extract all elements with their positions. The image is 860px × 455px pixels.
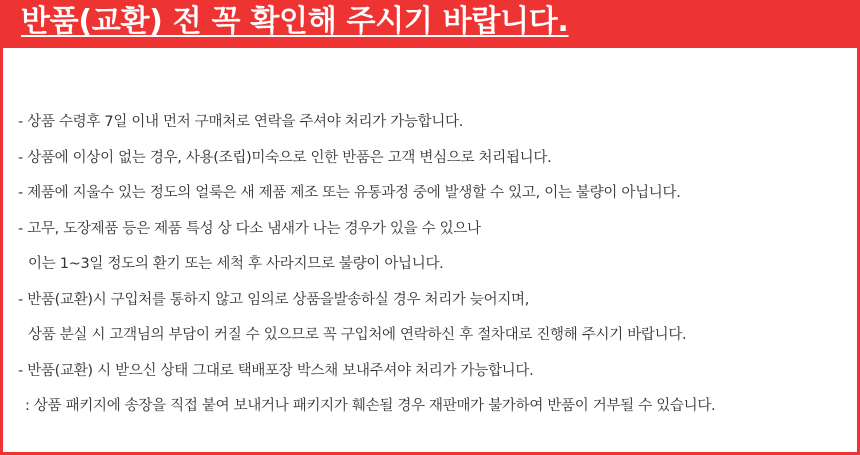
notice-line-stain-not-defect: - 제품에 지울수 있는 정도의 얼룩은 새 제품 제조 또는 유통과정 중에 발생할 수 있고, 이는 불량이 아닙니다. — [18, 185, 681, 201]
notice-line-arbitrary-shipping: - 반품(교환)시 구입처를 통하지 않고 임의로 상품을발송하실 경우 처리가 늦어지며, — [18, 291, 530, 308]
notice-line-rubber-paint-odor: - 고무, 도장제품 등은 제품 특성 상 다소 냄새가 나는 경우가 있을 수 있으나 — [18, 220, 481, 237]
notice-line-ship-as-received: - 반품(교환) 시 받으신 상태 그대로 택배포장 박스채 보내주셔야 처리가 가능합니다. — [18, 362, 534, 379]
notice-line-customer-change-of-mind: - 상품에 이상이 없는 경우, 사용(조립)미숙으로 인한 반품은 고객 변심으로 처리됩니다. — [18, 149, 552, 166]
notice-line-package-damage: : 상품 패키지에 송장을 직접 붙여 보내거나 패키지가 훼손될 경우 재판매가 불가하여 반품이 거부될 수 있습니다. — [25, 398, 716, 414]
notice-header-bar — [0, 0, 860, 48]
notice-body — [18, 108, 853, 428]
notice-line-contact-within-7-days: - 상품 수령후 7일 이내 먼저 구매처로 연락을 주셔야 처리가 가능합니다. — [18, 114, 464, 130]
notice-title: 반품(교환) 전 꼭 확인해 주시기 바랍니다. — [21, 4, 569, 39]
notice-line-contact-seller-first: 상품 분실 시 고객님의 부담이 커질 수 있으므로 꼭 구입처에 연락하신 후 절차대로 진행해 주시기 바랍니다. — [28, 327, 687, 343]
notice-line-odor-disappears: 이는 1~3일 정도의 환기 또는 세척 후 사라지므로 불량이 아닙니다. — [28, 256, 444, 272]
